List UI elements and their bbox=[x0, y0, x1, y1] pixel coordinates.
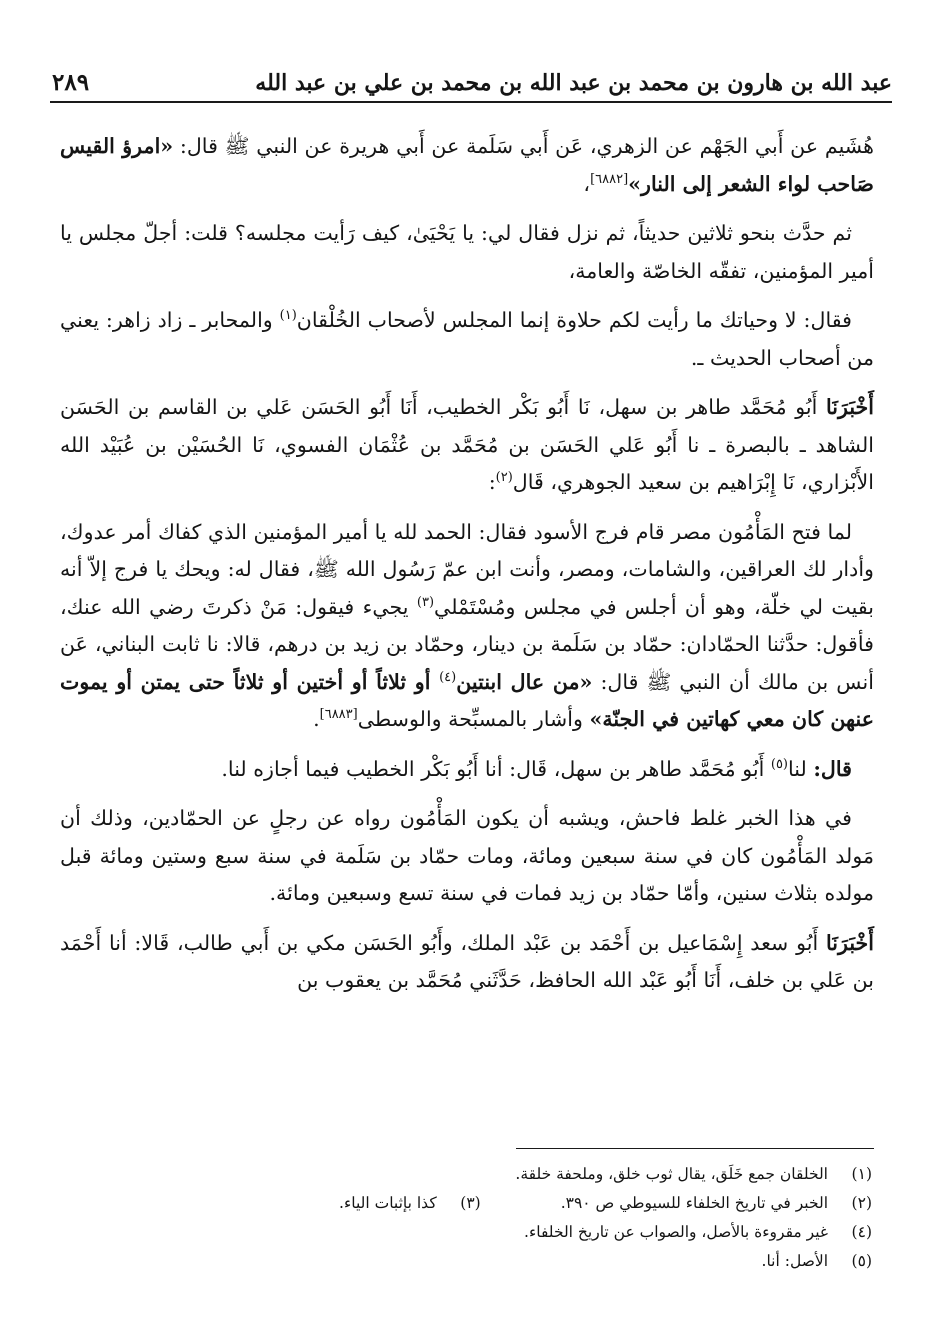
text-run: . bbox=[313, 707, 320, 731]
footnote-number: (٣) bbox=[460, 1194, 481, 1212]
paragraph-5 bbox=[60, 514, 874, 739]
text-run: أَبُو سعد إِسْمَاعيل بن أَحْمَد بن عَبْد الملك، وأَبُو الحَسَن مكي بن أَبي طالب، قَالا: أنا أَحْمَد بن عَلي بن خلف، أَنَا أَبُو عَبْد الله الحافظ، حَدَّثَني مُحَمَّد بن يعقوب بن bbox=[60, 930, 874, 992]
text-run: ، bbox=[583, 171, 591, 196]
chain-keyword: أَخْبَرَنَا bbox=[825, 395, 874, 419]
text-run: لنا bbox=[788, 756, 814, 781]
footnote-number: (٢) bbox=[851, 1194, 872, 1212]
chain-keyword: أَخْبَرَنَا bbox=[825, 930, 874, 955]
text-run: : bbox=[488, 470, 496, 494]
footnotes bbox=[60, 1160, 872, 1276]
text-run: لما فتح المَأْمُون مصر قام فرج الأسود فقال: الحمد لله يا أمير المؤمنين الذي كفاك أمر عدوك، وأدار لك العراقين، والشامات، ومصر، وأنت ابن عمّ رَسُول الله ﷺ، فقال له: ويحك يا فرج إلاّ أنه بقيت لي خلّة، وهو أن أجلس في مجلس ومُسْتَمْلي bbox=[60, 519, 874, 619]
footnote-text: الخلقان جمع خَلَق، يقال ثوب خلق، وملحفة خلقة. bbox=[515, 1165, 828, 1183]
paragraph-4 bbox=[60, 389, 874, 502]
footnote-row bbox=[60, 1247, 872, 1276]
hadith-quote: أو ثلاثاً أو أختين أو ثلاثاً حتى يمتن أو يموت عنهن كان معي كهاتين في الجنّة» bbox=[60, 669, 874, 731]
footnote-ref-1: (١) bbox=[279, 308, 297, 324]
footnote-text: الخبر في تاريخ الخلفاء للسيوطي ص ٣٩٠. bbox=[560, 1194, 828, 1212]
footnote-ref-2: (٢) bbox=[495, 470, 513, 486]
footnote-ref-3: (٣) bbox=[416, 594, 435, 610]
text-run: فقال: لا وحياتك ما رأيت لكم حلاوة إنما المجلس لأصحاب الخُلْقان bbox=[296, 308, 852, 332]
footnote-number: (٥) bbox=[851, 1252, 872, 1270]
footnote-divider bbox=[516, 1148, 874, 1149]
text-run: يجيء فيقول: مَنْ ذكرتَ رضي الله عنك، فأقول: حدَّثنا الحمّادان: حمّاد بن سَلَمة بن دينار، وحمّاد بن زيد بن درهم، قالا: نا ثابت البناني، عَن أنس بن مالك أن النبي ﷺ قال: bbox=[60, 594, 874, 694]
text-run: أَبُو مُحَمَّد طاهر بن سهل، نَا أَبُو بَكْر الخطيب، أَنَا أَبُو الحَسَن عَلي بن القاسم بن الحَسَن الشاهد ـ بالبصرة ـ نا أَبُو عَلي الحَسَن بن مُحَمَّد بن عُثْمَان الفسوي، نَا الحُسَيْن بن عُبَيْد الله الأَبْزاري، نَا إِبْرَاهيم بن سعيد الجوهري، قَال bbox=[60, 395, 874, 494]
footnote-number: (١) bbox=[851, 1165, 872, 1183]
footnote-ref-4: (٤) bbox=[439, 669, 457, 685]
paragraph-7: في هذا الخبر غلط فاحش، ويشبه أن يكون المَأْمُون رواه عن رجلٍ عن الحمّادين، وذلك أن مَولد المَأْمُون كان في سنة سبعين ومائة، ومات حمّاد بن سَلَمة في سنة سبع وستين ومائة قبل مولده بثلاث سنين، وأمّا حمّاد بن زيد فمات في سنة تسع وسبعين ومائة. bbox=[60, 806, 874, 905]
text-run: والمحابر ـ زاد زاهر: يعني من أصحاب الحديث ـ. bbox=[60, 308, 874, 370]
hadith-number: [٦٨٨٣] bbox=[319, 707, 358, 723]
chain-keyword: قال: bbox=[813, 756, 852, 781]
footnote-text: غير مقروءة بالأصل، والصواب عن تاريخ الخلفاء. bbox=[524, 1223, 828, 1241]
paragraph-8 bbox=[60, 925, 874, 1000]
text-run: وأشار بالمسبِّحة والوسطى bbox=[357, 707, 590, 731]
paragraph-3 bbox=[60, 302, 874, 377]
footnote-row bbox=[60, 1160, 872, 1189]
footnote-text: الأصل: أنا. bbox=[761, 1252, 828, 1270]
page-number: ٢٨٩ bbox=[52, 69, 90, 96]
paragraph-6 bbox=[60, 751, 874, 789]
running-head: عبد الله بن هارون بن محمد بن عبد الله بن محمد بن علي بن عبد الله bbox=[255, 70, 892, 96]
footnote-text: كذا بإثبات الياء. bbox=[339, 1194, 437, 1212]
text-run: هُشَيم عن أَبي الجَهْم عن الزهري، عَن أَبي سَلَمة عن أَبي هريرة عن النبي ﷺ قال: bbox=[173, 134, 875, 158]
page-header bbox=[52, 62, 892, 96]
paragraph-1 bbox=[60, 128, 874, 203]
footnote-ref-5: (٥) bbox=[770, 756, 788, 772]
footnote-row bbox=[60, 1189, 872, 1218]
text-run: أَبُو مُحَمَّد طاهر بن سهل، قَال: أنا أَبُو بَكْر الخطيب فيما أجازه لنا. bbox=[221, 756, 771, 781]
footnote-number: (٤) bbox=[851, 1223, 872, 1241]
footnote-row bbox=[60, 1218, 872, 1247]
main-text bbox=[60, 128, 874, 1012]
header-divider bbox=[50, 101, 892, 103]
hadith-quote: «امرؤ القيس صَاحب لواء الشعر إلى النار» bbox=[60, 134, 874, 196]
hadith-number: [٦٨٨٢] bbox=[590, 171, 629, 187]
paragraph-2: ثم حدَّث بنحو ثلاثين حديثاً، ثم نزل فقال لي: يا يَحْيَىٰ، كيف رَأيت مجلسه؟ قلت: أجلّ مجلس يا أمير المؤمنين، تفقّه الخاصّة والعامة، bbox=[60, 221, 874, 283]
hadith-quote: «من عال ابنتين bbox=[456, 669, 593, 694]
